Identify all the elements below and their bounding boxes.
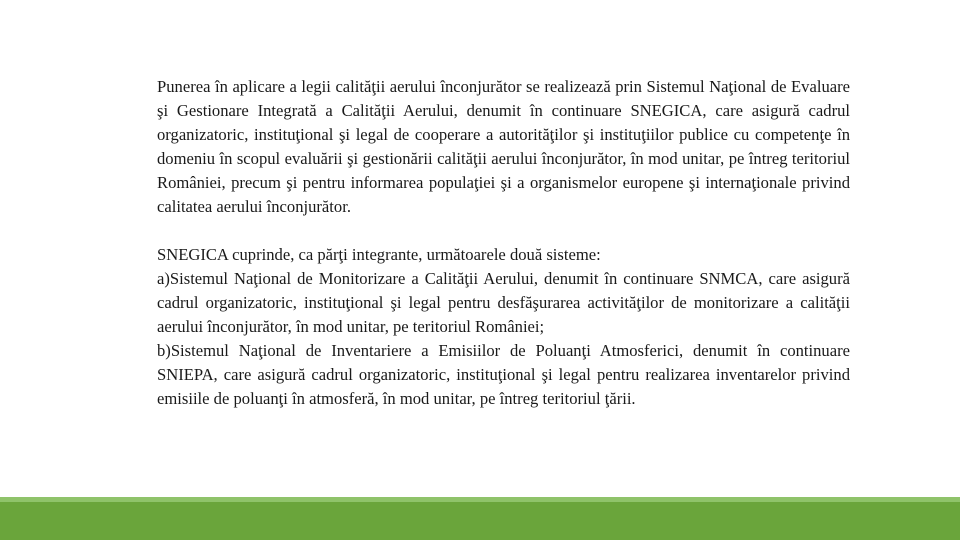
list-item-snmca: a)Sistemul Naţional de Monitorizare a Calităţii Aerului, denumit în continuare SNMCA, care asigură cadrul organizatoric, instituţional şi legal pentru desfăşurarea activităţilor de monitorizare a calităţii aerului înconjurător, în mod unitar, pe teritoriul României; bbox=[157, 269, 850, 336]
list-item-sniepa: b)Sistemul Naţional de Inventariere a Emisiilor de Poluanţi Atmosferici, denumit în continuare SNIEPA, care asigură cadrul organizatoric, instituţional şi legal pentru realizarea inventarelor privind emisiile de poluanţi în atmosferă, în mod unitar, pe întreg teritoriul ţării. bbox=[157, 341, 850, 408]
slide-content bbox=[157, 75, 850, 411]
paragraph-intro: Punerea în aplicare a legii calităţii aerului înconjurător se realizează prin Sistemul Naţional de Evaluare şi Gestionare Integrată a Calităţii Aerului, denumit în continuare SNEGICA, care asigură cadrul organizatoric, instituţional şi legal de cooperare a autorităţilor şi instituţiilor publice cu competenţe în domeniu în scopul evaluării şi gestionării calităţii aerului înconjurător, în mod unitar, pe întreg teritoriul României, precum şi pentru informarea populaţiei şi a organismelor europene şi internaţionale privind calitatea aerului înconjurător. bbox=[157, 77, 850, 216]
footer-band bbox=[0, 502, 960, 540]
paragraph-systems-intro: SNEGICA cuprinde, ca părţi integrante, următoarele două sisteme: bbox=[157, 245, 601, 264]
paragraph-spacer bbox=[157, 219, 850, 243]
